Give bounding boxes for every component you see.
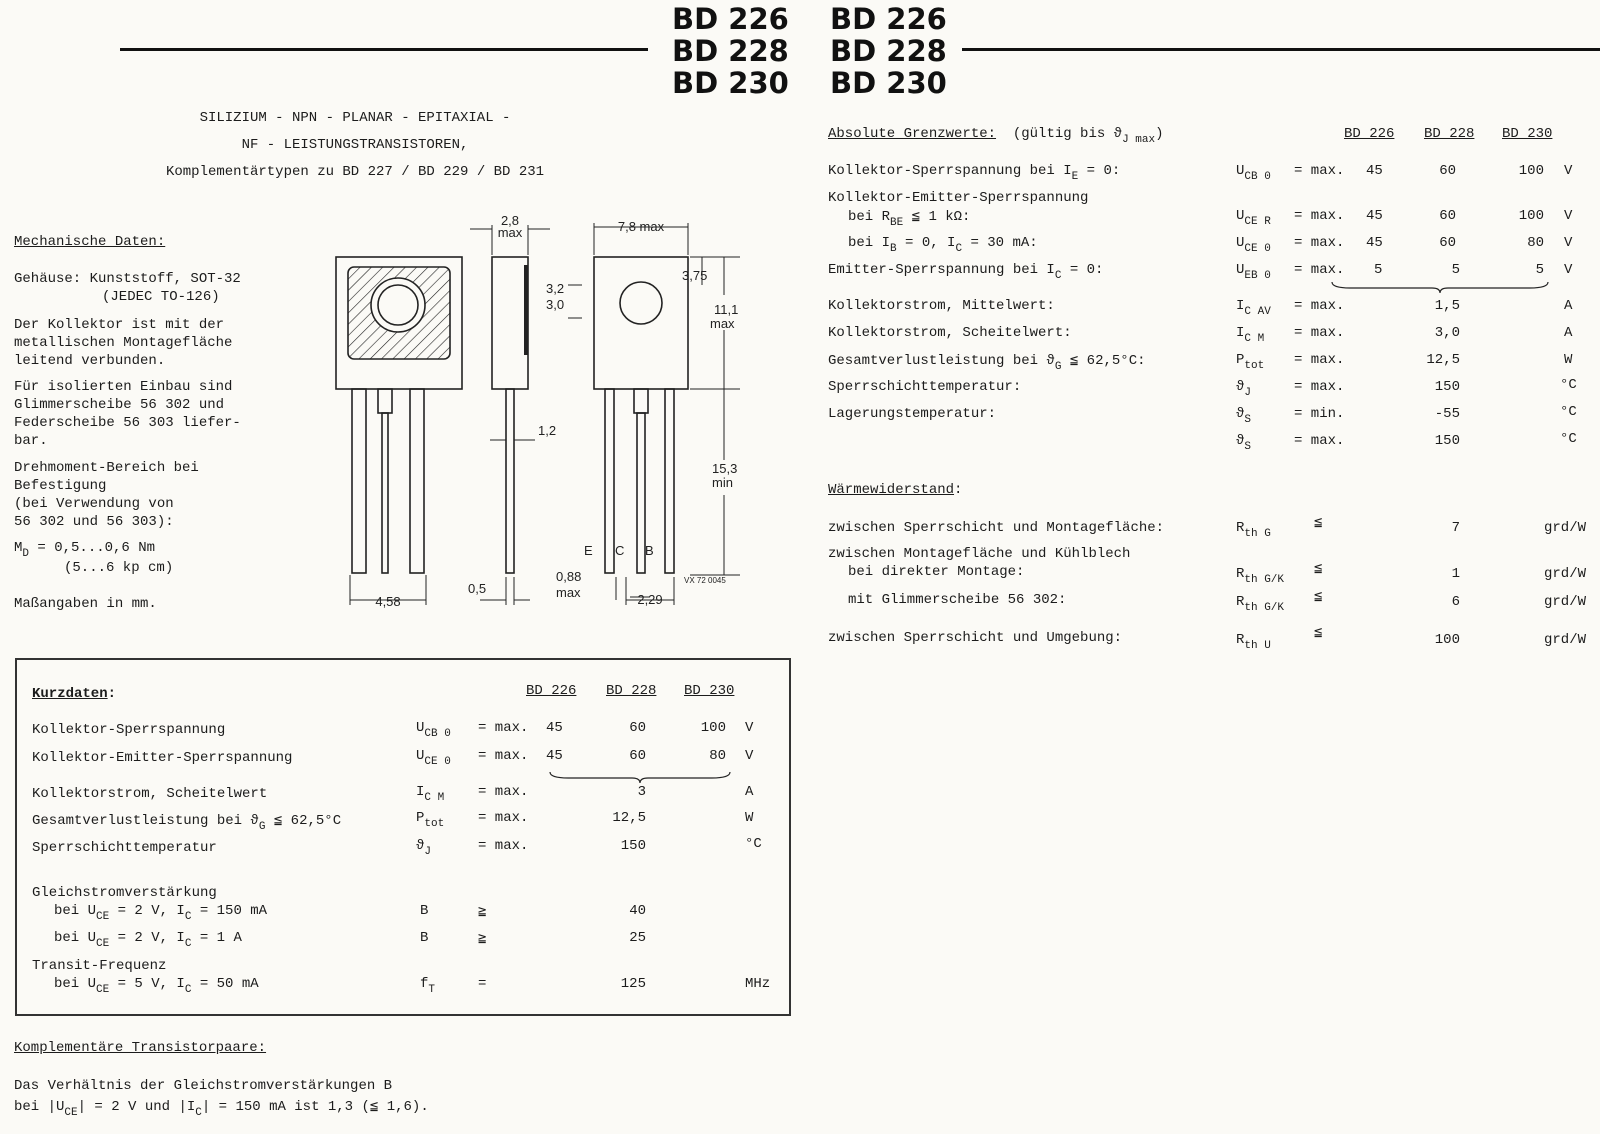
kurz-gain-heading: Gleichstromverstärkung bbox=[32, 885, 217, 901]
pin-c-label: C bbox=[615, 543, 625, 558]
dim-458: 4,58 bbox=[375, 594, 401, 609]
title-right: BD 226 BD 228 BD 230 bbox=[830, 2, 947, 100]
dim-side-width: 2,8 bbox=[500, 213, 520, 228]
mech-insulated: Für isolierten Einbau sind Glimmerscheibe 56 302 und Federscheibe 56 303 liefer- bar. bbox=[14, 379, 241, 449]
intro-line-2: NF - LEISTUNGSTRANSISTOREN, bbox=[241, 137, 469, 153]
kurz-brace bbox=[548, 770, 732, 784]
dim-side-max: max bbox=[497, 225, 523, 240]
pin-b-label: B bbox=[645, 543, 654, 558]
warm-w2-heading: zwischen Montagefläche und Kühlblech bbox=[828, 546, 1131, 562]
warm-heading: Wärmewiderstand: bbox=[828, 482, 963, 498]
komp-heading: Komplementäre Transistorpaare: bbox=[14, 1040, 267, 1056]
kurz-type-1: BD 226 bbox=[526, 683, 577, 699]
komp-line-1: Das Verhältnis der Gleichstromverstärkungen B bbox=[14, 1078, 393, 1094]
mech-heading: Mechanische Daten: bbox=[14, 234, 166, 250]
mech-collector: Der Kollektor ist mit der metallischen Montagefläche leitend verbunden. bbox=[14, 317, 233, 369]
dim-153: 15,3 bbox=[712, 461, 738, 476]
abs-type-2: BD 228 bbox=[1424, 126, 1475, 142]
dim-32: 3,2 bbox=[546, 281, 565, 296]
dim-front-width: 7,8 max bbox=[617, 219, 665, 234]
intro-line-3: Komplementärtypen zu BD 227 / BD 229 / BD 231 bbox=[165, 164, 545, 180]
mech-torque: Drehmoment-Bereich bei Befestigung (bei Verwendung von 56 302 und 56 303): bbox=[14, 460, 199, 530]
komp-line-2: bei $|U_{CE}| = 2$ V und $|I_C| = 150$ mA ist 1,3 (≦ 1,6). bbox=[14, 1099, 429, 1119]
dim-30: 3,0 bbox=[546, 297, 565, 312]
abs-type-1: BD 226 bbox=[1344, 126, 1395, 142]
dim-111: 11,1 bbox=[714, 302, 739, 317]
kurz-type-2: BD 228 bbox=[606, 683, 657, 699]
pin-e-label: E bbox=[584, 543, 593, 558]
mech-housing: Gehäuse: Kunststoff, SOT-32 (JEDEC TO-126) bbox=[14, 271, 241, 305]
header-rule-right bbox=[962, 48, 1600, 51]
abs-r2-heading: Kollektor-Emitter-Sperrspannung bbox=[828, 190, 1089, 206]
mech-units: Maßangaben in mm. bbox=[14, 596, 157, 612]
abs-type-3: BD 230 bbox=[1502, 126, 1553, 142]
kurz-type-3: BD 230 bbox=[684, 683, 735, 699]
dim-375: 3,75 bbox=[682, 268, 708, 283]
title-left: BD 226 BD 228 BD 230 bbox=[672, 2, 789, 100]
dim-05: 0,5 bbox=[468, 581, 487, 596]
abs-heading: Absolute Grenzwerte: (gültig bis $ϑ_{J max}$) bbox=[828, 126, 1164, 146]
dim-088: 0,88 bbox=[556, 569, 582, 584]
drawing-code: VX 72 0045 bbox=[684, 576, 726, 585]
dim-229: 2,29 bbox=[637, 592, 663, 607]
package-drawing bbox=[320, 205, 760, 625]
kurz-ft-heading: Transit-Frequenz bbox=[32, 958, 167, 974]
kurz-heading: Kurzdaten: bbox=[32, 686, 117, 702]
header-rule-left bbox=[120, 48, 648, 51]
dim-111-max: max bbox=[710, 316, 735, 331]
dim-088-max: max bbox=[556, 585, 581, 600]
intro-line-1: SILIZIUM - NPN - PLANAR - EPITAXIAL - bbox=[199, 110, 511, 126]
dim-12: 1,2 bbox=[538, 423, 557, 438]
dim-153-min: min bbox=[712, 475, 733, 490]
mech-md: $M_D = 0,5...0,6$ Nm (5...6 kp cm) bbox=[14, 540, 174, 576]
abs-brace bbox=[1330, 280, 1550, 294]
